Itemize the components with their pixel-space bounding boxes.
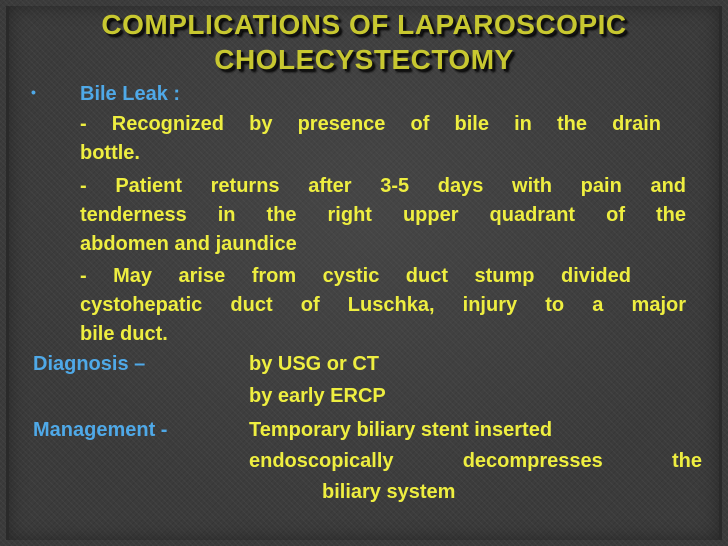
point2-line1: - Patient returns after 3-5 days with pain and [80, 175, 686, 197]
bile-leak-heading: Bile Leak : [80, 83, 181, 105]
slide-title-line-1: COMPLICATIONS OF LAPAROSCOPIC [101, 9, 627, 40]
management-label: Management - [33, 419, 168, 441]
diagnosis-line1: by USG or CT [249, 353, 380, 375]
management-line1: Temporary biliary stent inserted [249, 419, 553, 441]
diagnosis-line2: by early ERCP [249, 385, 386, 407]
management-line2: endoscopically decompresses the [249, 450, 702, 472]
point2-line2: tenderness in the right upper quadrant of the [80, 204, 686, 226]
management-line3: biliary system [322, 481, 456, 503]
point1-line2: bottle. [80, 142, 140, 164]
point3-line3: bile duct. [80, 323, 168, 345]
bullet-icon: • [31, 84, 36, 100]
point2-line3: abdomen and jaundice [80, 233, 297, 255]
slide-title-line-2: CHOLECYSTECTOMY [214, 44, 514, 75]
diagnosis-label: Diagnosis – [33, 353, 146, 375]
point3-line2: cystohepatic duct of Luschka, injury to a major [80, 294, 686, 316]
point3-line1: - May arise from cystic duct stump divided [80, 265, 631, 287]
point1-line1: - Recognized by presence of bile in the drain [80, 113, 661, 135]
